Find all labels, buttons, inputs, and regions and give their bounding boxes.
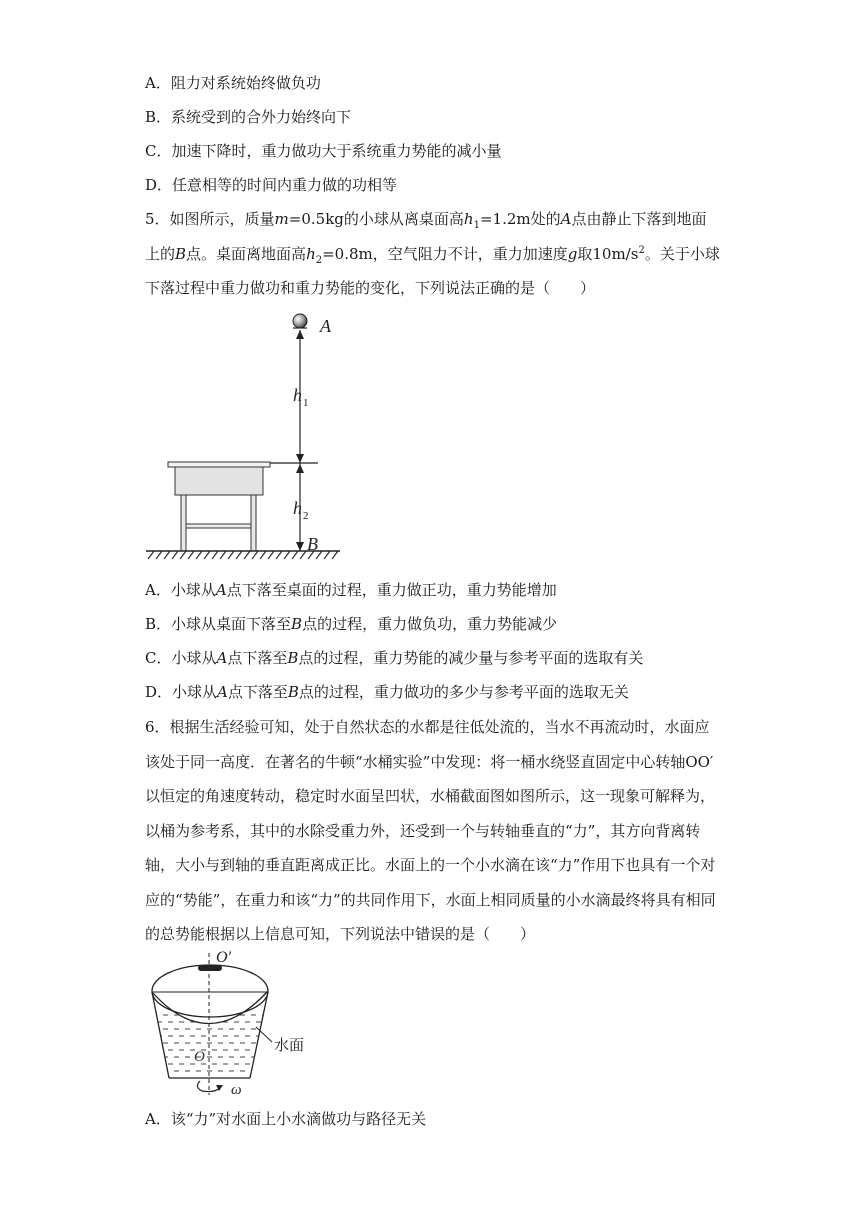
label-a: A (320, 316, 331, 336)
water-surface (153, 991, 268, 1024)
q4-option-a: A．阻力对系统始终做负功 (145, 74, 321, 92)
q6-figure (140, 945, 340, 1100)
label-h1: h (293, 385, 302, 405)
q6-option-a: A．该“力”对水面上小水滴做功与路径无关 (145, 1110, 427, 1128)
label-h2: h (293, 498, 302, 518)
table-top (168, 462, 270, 467)
label-omega: ω (231, 1082, 242, 1098)
q4-option-b: B．系统受到的合外力始终向下 (145, 108, 352, 126)
ball (293, 314, 307, 328)
q4-option-d: D．任意相等的时间内重力做的功相等 (145, 176, 398, 194)
q5-option-c: C．小球从A点下落至B点的过程，重力势能的减少量与参考平面的选取有关 (145, 649, 644, 667)
q5-option-b: B．小球从桌面下落至B点的过程，重力做负功，重力势能减少 (145, 615, 558, 633)
q6-stem: 6．根据生活经验可知，处于自然状态的水都是往低处流的，当水不再流动时，水面应该处于同一高度．在著名的牛顿“水桶实验”中发现：将一桶水绕竖直固定中心转轴OO′以恒定的角速度转动，稳定时水面呈凹状，水桶截面图如图所示，这一现象可解释为，以桶为参考系，其中的水除受重力外，还受到一个与转轴垂直的“力”，其方向背离转轴，大小与到轴的垂直距离成正比。水面上的一个小水滴在该“力”作用下也具有一个对应的“势能”，在重力和该“力”的共同作用下，水面上相同质量的小水滴最终将具有相同的总势能根据以上信息可知，下列说法中错误的是（ ） (145, 718, 716, 943)
label-o-prime: O′ (216, 949, 232, 966)
q5-stem: 5．如图所示，质量m=0.5kg的小球从离桌面高$h_1=1.2m$处的A点由静止下落到地面上的B点。桌面离地面高$h_2=0.8m$，空气阻力不计，重力加速度g取$10m/s^2$。关于小球下落过程中重力做功和重力势能的变化，下列说法正确的是（ ） (145, 210, 720, 297)
q5-option-a: A．小球从A点下落至桌面的过程，重力做正功，重力势能增加 (145, 581, 557, 599)
q4-option-c: C．加速下降时，重力做功大于系统重力势能的减小量 (145, 142, 502, 160)
label-o: O (194, 1049, 205, 1065)
table-body (175, 467, 263, 495)
label-b: B (307, 534, 318, 554)
q5-option-d: D．小球从A点下落至B点的过程，重力做功的多少与参考平面的选取无关 (145, 683, 629, 701)
label-h2-sub: 2 (303, 510, 309, 522)
label-h1-sub: 1 (303, 397, 309, 409)
label-water-surface: 水面 (274, 1036, 305, 1054)
q5-figure (140, 308, 350, 564)
